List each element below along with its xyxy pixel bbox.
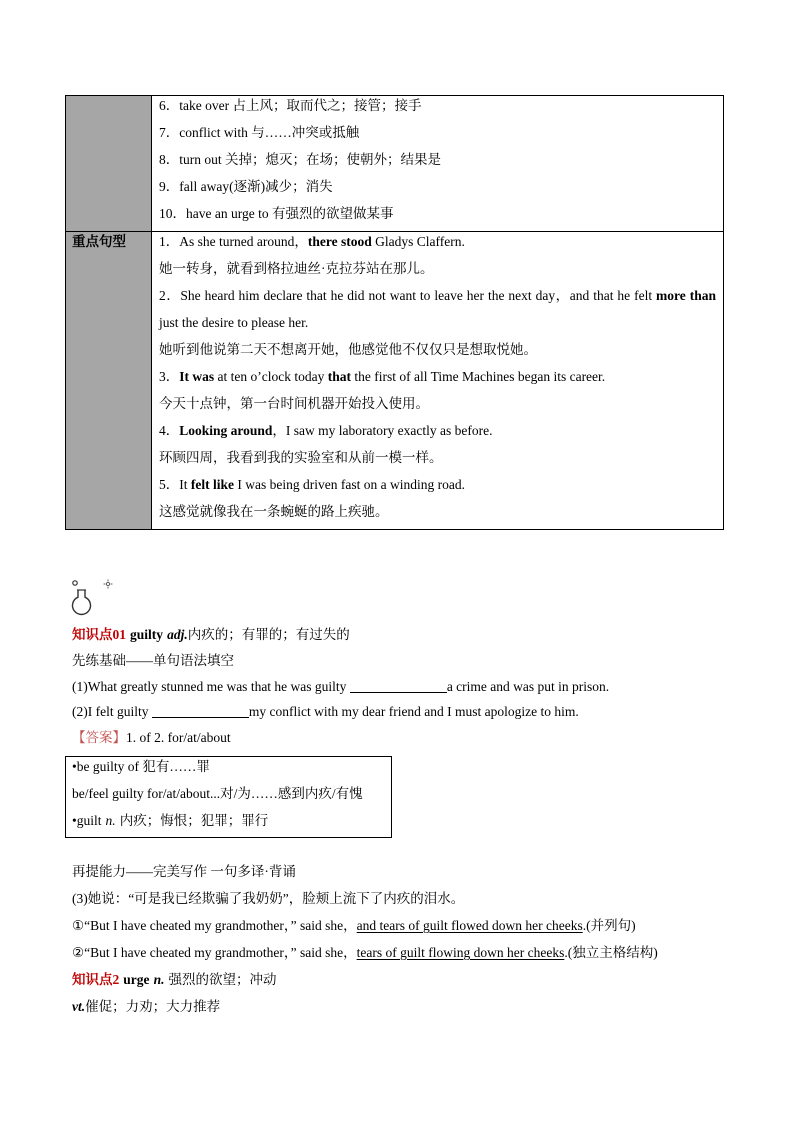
phrases-row [66,96,724,232]
translation-version [72,939,772,966]
sentences-row-content [152,232,724,530]
phrase-item: 8．turn out 关掉；熄灭；在场；使朝外；结果是 [159,152,441,167]
sentence-zh: 她一转身，就看到格拉迪丝·克拉芬站在那儿。 [159,261,434,276]
sentence-text: 1．As she turned around， [159,234,308,249]
translation-note: .(并列句) [582,918,636,933]
usage-note-pos: n. [105,813,116,828]
translation-version [72,912,772,939]
sentence-en [159,228,716,255]
kp2-second-pos: vt. [72,999,86,1014]
kp1-question [72,674,772,700]
kp1-advanced-title: 再提能力——完美写作 一句多译·背诵 [72,864,296,879]
kp1-basic-title: 先练基础——单句语法填空 [72,652,234,668]
sentence-key-phrase: felt like [190,477,234,492]
sentences-row-label: 重点句型 [72,234,126,249]
kp2-second-sense [72,993,772,1020]
kp2-heading [72,966,772,993]
answer-blank [350,682,447,693]
advanced-practice-section [72,858,772,1020]
question-text: (1)What greatly stunned me was that he was guilty [72,678,350,694]
phrase-item: 10．have an urge to 有强烈的欲望做某事 [159,206,394,221]
usage-note-meaning: 内疚；悔恨；犯罪；罪行 [119,813,269,828]
phrase-item: 6．take over 占上风；取而代之；接管；接手 [159,98,422,113]
sentence-key-phrase: Looking around [179,423,273,438]
sentence-key-phrase: there stood [307,234,372,249]
translation-note: .(独立主格结构) [564,945,658,960]
translation-prompt: (3)她说：“可是我已经欺骗了我奶奶”，脸颊上流下了内疚的泪水。 [72,891,465,906]
translation-marker: ① [72,918,85,933]
sentence-text: 3． [159,369,180,384]
sentence-key-phrase: more than [656,288,716,303]
sentence-text: the first of all Time Machines began its career. [350,369,606,384]
question-text: (2)I felt guilty [72,704,152,720]
phrase-item: 7．conflict with 与……冲突或抵触 [159,125,360,140]
sentence-text: 2．She heard him declare that he did not want to leave her the next day，and that he felt [159,288,657,303]
sentence-text: Gladys Claffern. [371,234,465,249]
question-text: a crime and was put in prison. [446,678,610,694]
phrases-row-label-cell [66,96,152,232]
kp1-word: guilty [130,627,164,642]
kp1-question [72,699,772,725]
translation-text: “But I have cheated my grandmother，” said she， [84,918,357,933]
sentences-row-label-cell [66,232,152,530]
answer-blank [152,707,249,718]
usage-note: be/feel guilty for/at/about...对/为……感到内疚/有愧 [72,786,363,801]
kp1-pos: adj. [167,627,188,642]
sentence-en [159,363,716,390]
sentence-text: I was being driven fast on a winding road. [234,477,465,492]
kp1-usage-notes-box [65,756,392,838]
translation-underlined: tears of guilt flowing down her cheeks [356,945,565,960]
sentence-text: 5．It [159,477,191,492]
answer-text: 1. of 2. for/at/about [126,730,231,746]
knowledge-point-1-section [72,622,772,751]
kp2-word: urge [123,972,150,987]
kp2-tag: 知识点2 [72,972,120,987]
question-text: my conflict with my dear friend and I must apologize to him. [248,704,579,720]
sentence-en [159,417,716,444]
translation-marker: ② [72,945,85,960]
kp1-meaning: 内疚的；有罪的；有过失的 [187,627,350,642]
sentence-text: at ten o’clock today [214,369,328,384]
kp2-second-meaning: 催促；力劝；大力推荐 [85,999,221,1014]
translation-text: “But I have cheated my grandmother，” said she， [84,945,357,960]
kp2-pos: n. [153,972,165,987]
usage-note [72,807,391,834]
sentence-en [159,282,716,336]
sentence-text: just the desire to please her. [159,315,309,330]
sentence-zh: 环顾四周，我看到我的实验室和从前一模一样。 [159,450,443,465]
usage-note: •be guilty of 犯有……罪 [72,759,210,774]
sentence-zh: 这感觉就像我在一条蜿蜒的路上疾驰。 [159,504,389,519]
sentence-text: 4． [159,423,180,438]
sentence-zh: 今天十点钟，第一台时间机器开始投入使用。 [159,396,429,411]
sentence-key-phrase: It was [179,369,215,384]
phrase-item: 9．fall away(逐渐)减少；消失 [159,179,333,194]
phrases-row-content [152,96,724,232]
kp1-answer [72,725,772,751]
sentence-text: ，I saw my laboratory exactly as before. [272,423,493,438]
sentences-row [66,232,724,530]
kp1-tag: 知识点01 [72,627,126,642]
sparkle-icon [104,580,113,589]
sentence-en [159,471,716,498]
translation-underlined: and tears of guilt flowed down her cheeks [356,918,583,933]
sentence-key-phrase: that [327,369,351,384]
kp2-meaning: 强烈的欲望；冲动 [168,972,277,987]
usage-note-word: •guilt [72,813,102,828]
flask-icon [66,576,118,618]
sentence-zh: 她听到他说第二天不想离开她，他感觉他不仅仅只是想取悦她。 [159,342,537,357]
answer-label: 【答案】 [72,730,126,746]
kp1-heading [72,622,772,648]
key-points-table [65,95,724,530]
